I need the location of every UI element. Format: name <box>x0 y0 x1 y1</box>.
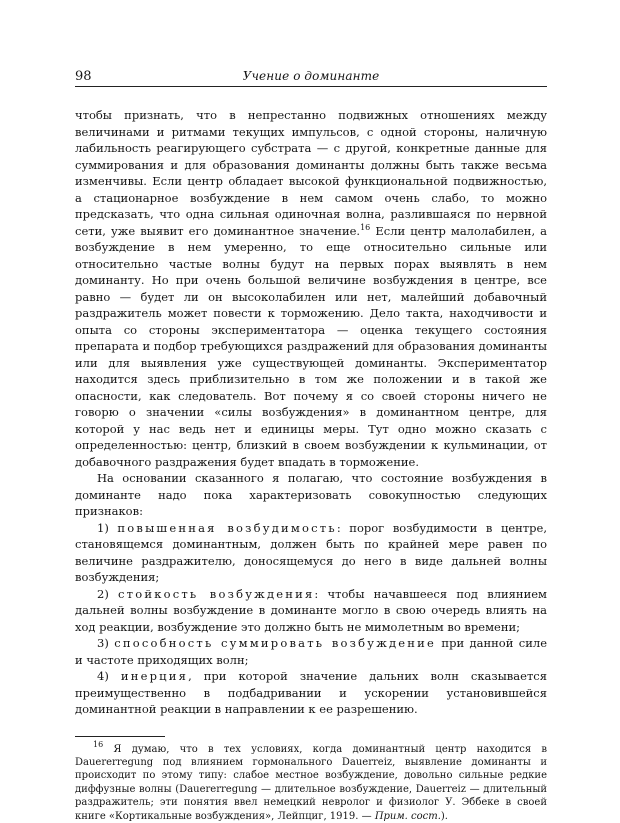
footnote <box>75 739 547 823</box>
page <box>75 66 547 823</box>
item-text: : порог возбудимости в центре, становящемся доминантным, должен быть по крайней мере равен по величине раздражителю, доносящемуся до него в виде дальней волны возбуждения; <box>75 520 547 584</box>
item-number: 4) <box>97 669 109 683</box>
footnote-divider <box>75 736 165 737</box>
list-item <box>75 586 547 636</box>
footnote-reference: 16 <box>360 222 371 232</box>
item-text: , при которой значение дальних волн сказывается преимущественно в подбадривании и ускорении установившейся доминантной реакции в направлении к ее разрешению. <box>75 669 547 716</box>
paragraph-text: Если центр малолабилен, а возбуждение в нем умеренно, то еще относительно сильные или относительно частые волны будут на первых порах выявлять в нем доминанту. Но при очень большой величине возбуждения в центре, все равно — будет ли он высоколабилен или нет, малейший добавочный раздражитель может повести к торможению. Дело такта, находчивости и опыта со стороны экспериментатора — оценка текущего состояния препарата и подбор требующихся раздражений для образования доминанты или для выявления уже существующей доминанты. Экспериментатор находится здесь приблизительно в том же положении и в такой же опасности, как следователь. Вот почему я со своей стороны ничего не говорю о значении «силы возбуждения» в доминантном центре, для которой у нас ведь нет и единицы меры. Тут одно можно сказать с определенностью: центр, близкий в своем возбуждении к кульминации, от добавочного раздражения будет впадать в торможение. <box>75 223 548 469</box>
item-term: способность суммировать возбуждение <box>114 636 436 650</box>
item-term: инерция <box>120 669 189 683</box>
item-text: : чтобы начавшееся под влиянием дальней волны возбуждение в доминанте могло в свою очередь влиять на ход реакции, возбуждение это должно быть не мимолетным во времени; <box>75 586 547 634</box>
main-text <box>75 107 547 718</box>
paragraph-text: чтобы признать, что в непрестанно подвижных отношениях между величинами и ритмами текущих импульсов, с одной стороны, наличную лабильность реагирующего субстрата — с другой, конкретные данные для суммирования и для образования доминанты должны быть также весьма изменчивы. Если центр обладает высокой функциональной подвижностью, а стационарное возбуждение в нем самом очень слабо, то можно предсказать, что одна сильная одиночная волна, разлившаяся по нервной сети, уже выявит его доминантное значение. <box>75 108 547 238</box>
paragraph <box>75 470 547 520</box>
page-number: 98 <box>75 69 92 84</box>
item-term: повышенная возбудимость <box>117 520 337 535</box>
item-text: при данной силе и частоте приходящих волн; <box>75 636 548 667</box>
page-header <box>75 66 547 87</box>
paragraph <box>75 107 547 470</box>
list-item <box>75 635 547 668</box>
footnote-number: 16 <box>93 739 104 749</box>
item-number: 3) <box>97 636 109 650</box>
list-item <box>75 520 547 586</box>
item-number: 2) <box>97 586 109 601</box>
running-title: Учение о доминанте <box>242 69 380 83</box>
footnote-text: Я думаю, что в тех условиях, когда доминантный центр находится в Dauererregung под влиянием гормонального Dauerreiz, выявление доминанты и происходит по этому типу: слабое местное возбуждение, довольно сильные редкие диффузные волны (Dauererregung — длительное возбуждение, Dauerreiz — длительный раздражитель; эти понятия ввел немецкий невролог и физиолог У. Эббеке в своей книге «Кортикальные возбуждения», Лейпциг, 1919. — <box>75 743 547 822</box>
list-item <box>75 668 547 718</box>
editor-note: Прим. сост. <box>374 810 441 822</box>
item-number: 1) <box>97 520 109 535</box>
footnote-closing: ). <box>440 810 448 822</box>
paragraph-text: На основании сказанного я полагаю, что состояние возбуждения в доминанте надо пока характеризовать совокупностью следующих признаков: <box>75 471 547 518</box>
item-term: стойкость возбуждения <box>118 586 315 601</box>
